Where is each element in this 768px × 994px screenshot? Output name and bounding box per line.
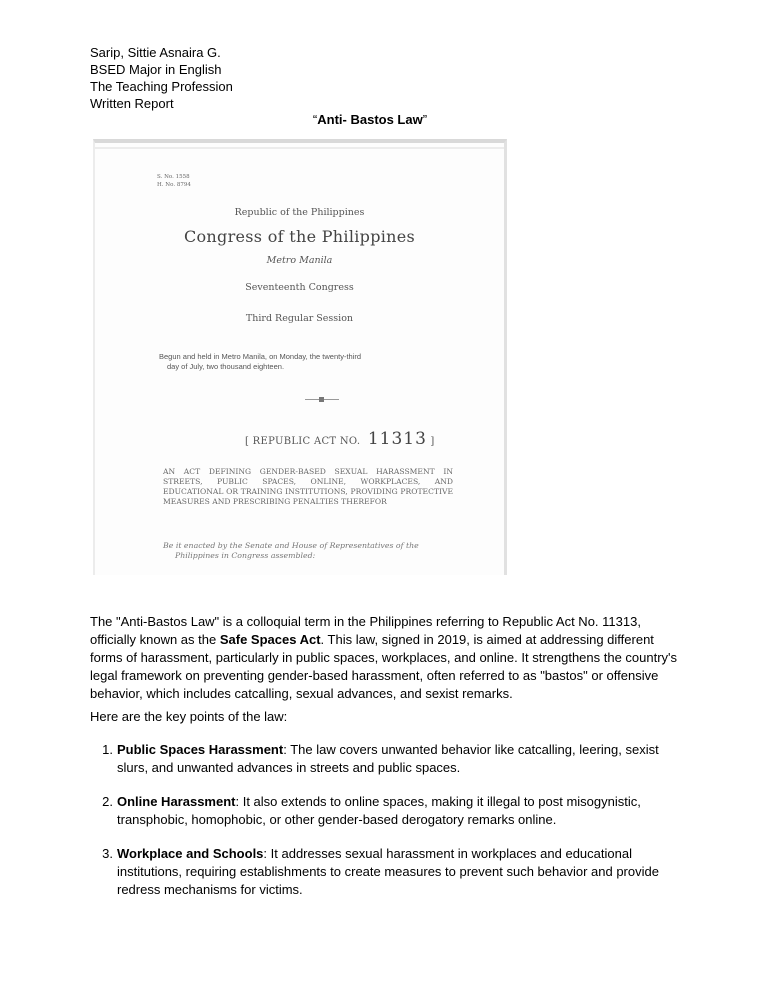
list-item-heading: Workplace and Schools (117, 846, 264, 861)
key-points-intro: Here are the key points of the law: (90, 709, 288, 724)
intro-text-b: . This law, signed in 2019, is aimed at addressing different forms of harassment, particularly in public spaces, workplaces, and online. It strengthens the country's legal framework on preventing gender-based harassment, often referred to as "bastos" or offensive behavior, which includes catcalling, sexual advances, and sexist remarks. (90, 632, 678, 701)
begun-line-2: day of July, two thousand eighteen. (167, 362, 285, 371)
list-item (102, 845, 677, 899)
list-number: 3. (102, 846, 113, 861)
bill-references (157, 173, 191, 189)
ra-label: [ REPUBLIC ACT NO. (245, 436, 361, 447)
list-number: 1. (102, 742, 113, 757)
document-title: “Anti- Bastos Law” (312, 112, 428, 127)
act-title: AN ACT DEFINING GENDER-BASED SEXUAL HARASSMENT IN STREETS, PUBLIC SPACES, ONLINE, WORKPLACES, AND EDUCATIONAL OR TRAINING INSTITUTIONS, PROVIDING PROTECTIVE MEASURES AND PRESCRIBING PENALTIES THEREFOR (163, 467, 453, 506)
ra-number: 11313 (367, 429, 427, 449)
intro-paragraph (90, 613, 690, 703)
enact-line-1: Be it enacted by the Senate and House of Representatives of the (163, 541, 419, 550)
republic-act-number (245, 429, 435, 449)
list-item-text: : The law covers unwanted behavior like catcalling, leering, sexist slurs, and unwanted advances in streets and public spaces. (117, 742, 659, 775)
list-item-text: : It also extends to online spaces, making it illegal to post misogynistic, transphobic, homophobic, or other gender-based derogatory remarks online. (117, 794, 641, 827)
enacting-clause (163, 541, 463, 561)
program: BSED Major in English (90, 62, 222, 77)
congress-number: Seventeenth Congress (245, 282, 354, 293)
scanned-document-image (93, 139, 507, 575)
congress-heading: Congress of the Philippines (183, 227, 416, 246)
scan-edge (95, 147, 504, 149)
course: The Teaching Profession (90, 79, 233, 94)
begun-statement (159, 352, 459, 372)
title-text: Anti- Bastos Law (317, 112, 423, 127)
report-type: Written Report (90, 96, 174, 111)
list-item-heading: Public Spaces Harassment (117, 742, 284, 757)
list-item-text: : It addresses sexual harassment in workplaces and educational institutions, requiring establishments to create measures to prevent such behavior and provide redress mechanisms for victims. (117, 846, 659, 897)
senate-bill-ref: S. No. 1558 (157, 174, 190, 180)
list-item (102, 741, 677, 777)
begun-line-1: Begun and held in Metro Manila, on Monday, the twenty-third (159, 352, 362, 361)
divider-square (319, 397, 324, 402)
author-name: Sarip, Sittie Asnaira G. (90, 45, 221, 60)
list-item (102, 793, 677, 829)
intro-text-a: The "Anti-Bastos Law" is a colloquial term in the Philippines referring to Republic Act No. 11313, officially known as the (90, 614, 641, 647)
list-number: 2. (102, 794, 113, 809)
republic-heading: Republic of the Philippines (234, 207, 365, 218)
ornament-divider (305, 399, 339, 400)
session-heading: Third Regular Session (245, 313, 354, 324)
city-heading: Metro Manila (266, 255, 333, 266)
enact-line-2: Philippines in Congress assembled: (175, 551, 316, 560)
author-header (90, 44, 233, 112)
list-item-heading: Online Harassment (117, 794, 236, 809)
house-bill-ref: H. No. 8794 (157, 182, 191, 188)
safe-spaces-act-term: Safe Spaces Act (219, 632, 321, 647)
ra-bracket: ] (430, 436, 435, 447)
